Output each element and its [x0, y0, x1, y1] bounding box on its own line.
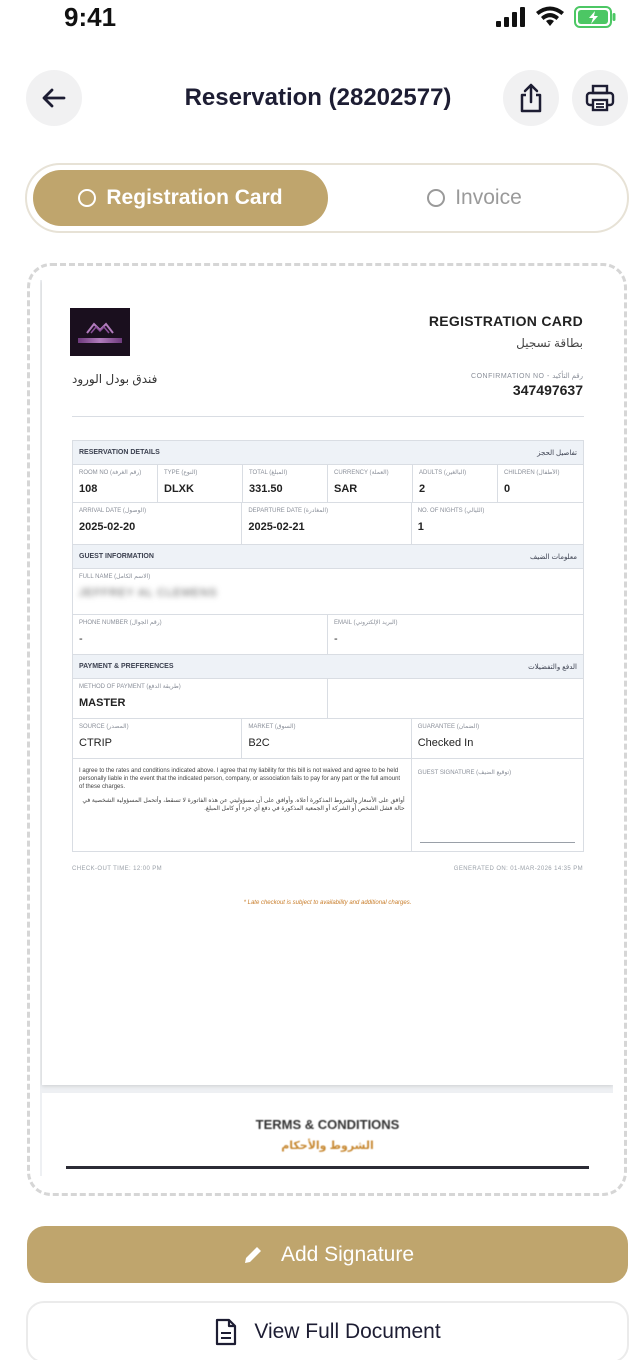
- signal-icon: [496, 7, 526, 27]
- add-signature-button[interactable]: [27, 1226, 628, 1283]
- tab-registration-card[interactable]: [33, 170, 328, 226]
- printer-icon: [585, 84, 615, 112]
- empty-cell: [328, 679, 583, 718]
- divider: [66, 1166, 589, 1169]
- section-guest-information: GUEST INFORMATION معلومات الضيف: [73, 545, 583, 569]
- radio-icon: [78, 189, 96, 207]
- table-row: [73, 719, 583, 759]
- status-time: 9:41: [64, 2, 117, 32]
- signature-line: [420, 842, 575, 843]
- total-cell: TOTAL (المبلغ) 331.50: [243, 465, 328, 502]
- payment-method-cell: METHOD OF PAYMENT (طريقة الدفع) MASTER: [73, 679, 328, 718]
- status-bar: [0, 0, 640, 36]
- terms-page: [42, 1093, 613, 1176]
- registration-card-page: [42, 280, 613, 1085]
- radio-icon: [427, 189, 445, 207]
- nights-cell: NO. OF NIGHTS (الليالي) 1: [417, 508, 485, 533]
- view-full-document-button[interactable]: [26, 1301, 629, 1360]
- confirmation-label: CONFIRMATION NO - رقم التأكيد: [471, 373, 583, 380]
- card-title-arabic: بطاقة تسجيل: [516, 336, 583, 350]
- terms-english: I agree to the rates and conditions indicated above. I agree that my liability for this bill is not waived and agree to be held personally liable in the event that the indicated person, company, or association fails to pay for any part or the full amount of these charges.: [79, 768, 401, 790]
- guest-name-redacted: JEFFREY AL CLEMENS: [79, 587, 218, 599]
- arrival-date-cell: ARRIVAL DATE (الوصول) 2025-02-20: [73, 503, 242, 544]
- page-title: Reservation (28202577): [184, 84, 452, 111]
- terms-agreement-cell: [73, 759, 412, 851]
- view-full-document-label: View Full Document: [254, 1320, 441, 1343]
- table-row: [73, 679, 583, 719]
- hotel-logo: [70, 308, 130, 356]
- wifi-icon: [536, 6, 564, 28]
- print-button[interactable]: [572, 70, 628, 126]
- add-signature-label: Add Signature: [280, 1242, 415, 1266]
- terms-title-arabic: الشروط والأحكام: [281, 1140, 374, 1152]
- tab-invoice[interactable]: [327, 170, 622, 226]
- hotel-name-arabic: فندق بودل الورود: [72, 372, 158, 386]
- document-tabs: [25, 163, 629, 233]
- table-row: [73, 465, 583, 503]
- source-cell: SOURCE (المصدر) CTRIP: [73, 719, 242, 758]
- type-cell: TYPE (النوع) DLXK: [158, 465, 243, 502]
- terms-title: TERMS & CONDITIONS: [255, 1117, 400, 1132]
- section-payment-preferences: PAYMENT & PREFERENCES الدفع والتفضيلات: [73, 655, 583, 679]
- table-row: [73, 615, 583, 655]
- market-cell: MARKET (السوق) B2C: [242, 719, 411, 758]
- terms-arabic: أوافق على الأسعار والشروط المذكورة أعلاه. وأوافق على أن مسؤوليتي عن هذه الفاتورة لا تسقط، وأتحمل المسؤولية الشخصية في حالة فشل الشخص أو الشركة أو الجمعية المذكورة في دفع أي جزء أو كامل المبلغ.: [82, 798, 405, 812]
- confirmation-number: 347497637: [512, 382, 583, 398]
- pencil-icon: [241, 1243, 265, 1267]
- header: [0, 70, 640, 128]
- battery-icon: [574, 6, 616, 28]
- reservation-grid: [72, 440, 584, 852]
- departure-date-cell: DEPARTURE DATE (المغادرة) 2025-02-21: [242, 503, 411, 544]
- currency-cell: CURRENCY (العملة) SAR: [328, 465, 413, 502]
- card-title: REGISTRATION CARD: [428, 313, 583, 329]
- children-cell: CHILDREN (الأطفال) 0: [504, 470, 560, 495]
- table-row: [73, 759, 583, 851]
- table-row: [73, 569, 583, 615]
- share-icon: [517, 83, 545, 113]
- email-cell: EMAIL (البريد الإلكتروني) -: [334, 620, 398, 645]
- full-name-cell: FULL NAME (الاسم الكامل) JEFFREY AL CLEMENS: [73, 569, 583, 614]
- tab-label: Invoice: [455, 186, 522, 209]
- guarantee-cell: GUARANTEE (الضمان) Checked In: [417, 724, 480, 749]
- status-icons: [496, 6, 616, 28]
- checkout-time: CHECK-OUT TIME: 12:00 PM: [72, 866, 163, 872]
- late-checkout-note: * Late checkout is subject to availability and additional charges.: [243, 900, 412, 906]
- room-no-cell: ROOM NO (رقم الغرفة) 108: [73, 465, 158, 502]
- phone-cell: PHONE NUMBER (رقم الجوال) -: [73, 615, 328, 654]
- guest-signature-cell: GUEST SIGNATURE (توقيع الضيف): [412, 759, 583, 851]
- divider: [72, 416, 584, 417]
- table-row: [73, 503, 583, 545]
- document-icon: [214, 1318, 238, 1346]
- share-button[interactable]: [503, 70, 559, 126]
- adults-cell: ADULTS (البالغين) 2: [413, 465, 498, 502]
- document-preview[interactable]: [40, 280, 613, 1176]
- generated-on: GENERATED ON: 01-MAR-2026 14:35 PM: [453, 866, 583, 872]
- tab-label: Registration Card: [106, 186, 283, 209]
- section-reservation-details: RESERVATION DETAILS تفاصيل الحجز: [73, 441, 583, 465]
